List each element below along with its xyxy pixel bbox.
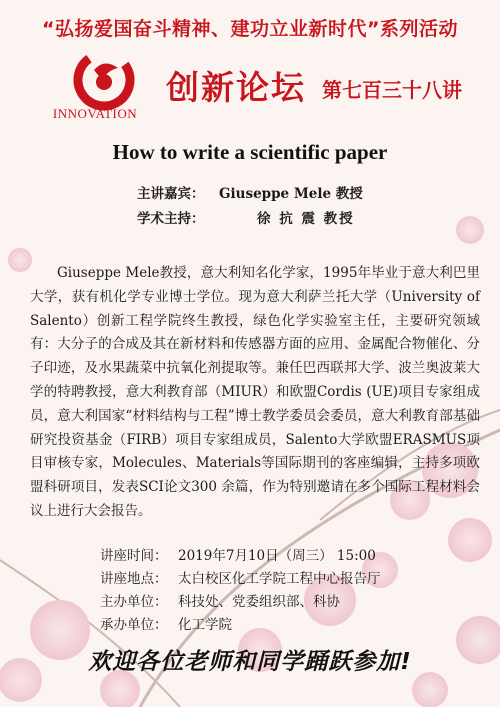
talk-title: How to write a scientific paper xyxy=(112,140,388,164)
logo-text: INNOVATION xyxy=(52,106,138,121)
speaker-bio: Giuseppe Mele教授，意大利知名化学家，1995年毕业于意大利巴里大学，获有机化学专业博士学位。现为意大利萨兰托大学（University of Salento）创新工程学院终生教授，绿色化学实验室主任，主要研究领域有：大分子的合成及其在新材料和传感器方面的应用、金属配合物催化、分子印迹，及水果蔬菜中抗氧化剂提取等。兼任巴西联邦大学、波兰奥波莱大学的特聘教授，意大利教育部（MIUR）和欧盟Cordis (UE)项目专家组成员，意大利国家“材料结构与工程”博士教学委员会委员，意大利教育部基础研究投资基金（FIRB）项目专家组成员，Salento大学欧盟ERASMUS项目审核专家，Molecules、Materials等国际期刊的客座编辑，主持多项欧盟科研项目，发表SCI论文300 余篇，作为特别邀请在多个国际工程材料会议上进行大会报告。 xyxy=(30,265,480,519)
time-value: 2019年7月10日（周三） 15:00 xyxy=(178,548,376,564)
speaker-row xyxy=(137,182,363,207)
event-info xyxy=(100,544,381,636)
time-label: 讲座时间： xyxy=(100,548,168,564)
speaker-value: Giuseppe Mele 教授 xyxy=(219,186,363,202)
undertaker-row xyxy=(100,613,381,636)
forum-title: 创新论坛 xyxy=(166,68,306,107)
organizer-label: 主办单位： xyxy=(100,594,168,610)
slogan-header: “弘扬爱国奋斗精神、建功立业新时代”系列活动 xyxy=(42,18,458,40)
place-value: 太白校区化工学院工程中心报告厅 xyxy=(178,571,381,587)
host-row xyxy=(137,207,363,232)
place-label: 讲座地点： xyxy=(100,571,168,587)
people-block xyxy=(137,182,363,232)
organizer-value: 科技处、党委组织部、科协 xyxy=(178,594,340,610)
place-row xyxy=(100,567,381,590)
host-value: 徐 抗 震 教授 xyxy=(257,211,355,227)
undertaker-value: 化工学院 xyxy=(178,617,232,633)
speaker-label: 主讲嘉宾： xyxy=(137,186,205,202)
undertaker-label: 承办单位： xyxy=(100,617,168,633)
welcome-message: 欢迎各位老师和同学踊跃参加! xyxy=(88,649,412,675)
host-label: 学术主持： xyxy=(137,211,205,227)
organizer-row xyxy=(100,590,381,613)
time-row xyxy=(100,544,381,567)
lecture-number: 第七百三十八讲 xyxy=(322,78,462,102)
